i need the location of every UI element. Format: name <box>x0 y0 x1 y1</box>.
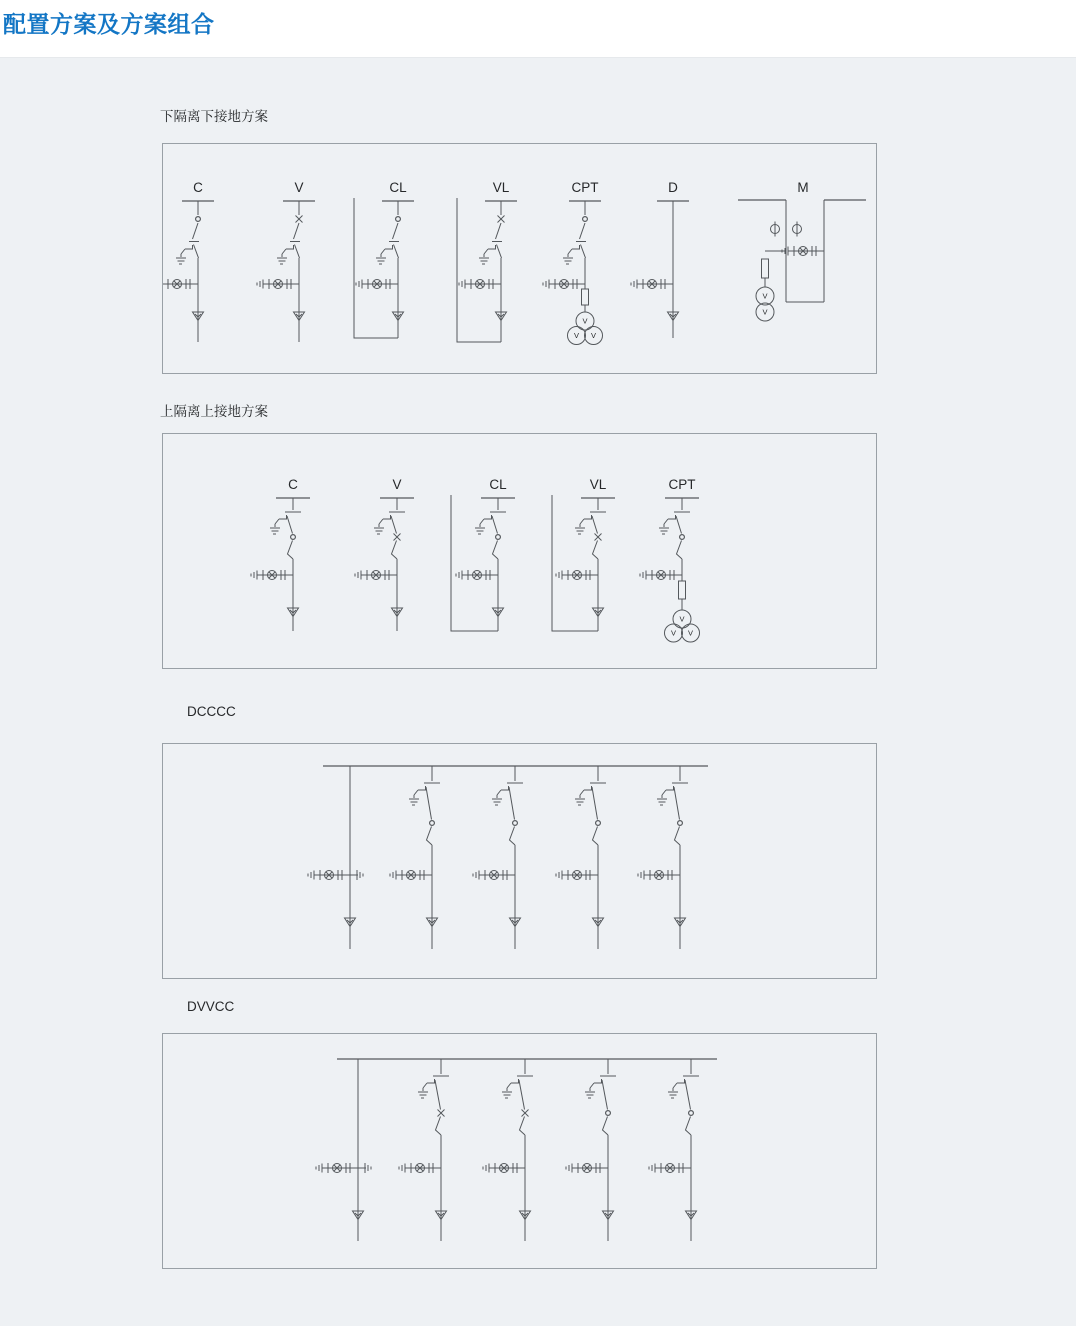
svg-text:D: D <box>668 180 678 195</box>
feeder-CPT <box>640 477 700 642</box>
scheme-diagram-dcccc <box>163 744 876 978</box>
svg-text:V: V <box>762 291 768 301</box>
feeder-M <box>738 180 866 321</box>
feeder-switch <box>399 1059 449 1241</box>
svg-text:C: C <box>288 477 298 492</box>
svg-text:V: V <box>582 316 588 326</box>
scheme-box-dcccc <box>162 743 877 979</box>
svg-text:CL: CL <box>389 180 407 195</box>
svg-text:V: V <box>687 628 694 638</box>
feeder-switch <box>483 1059 533 1241</box>
feeder-VL <box>552 477 615 631</box>
feeder-switch <box>473 766 523 949</box>
svg-text:C: C <box>193 180 203 195</box>
feeder-C <box>163 180 214 342</box>
svg-text:CPT: CPT <box>571 180 599 195</box>
section-label-upper-scheme: 上隔离上接地方案 <box>160 404 268 419</box>
svg-text:VL: VL <box>589 477 607 492</box>
section-label-lower-scheme: 下隔离下接地方案 <box>160 109 268 124</box>
feeder-CL <box>451 477 515 631</box>
page-title: 配置方案及方案组合 <box>3 11 215 37</box>
svg-text:V: V <box>392 477 402 492</box>
scheme-diagram-dvvcc <box>163 1034 876 1268</box>
feeder-switch <box>390 766 440 949</box>
scheme-diagram-lower <box>163 144 876 373</box>
feeder-direct <box>316 1059 371 1241</box>
svg-text:VL: VL <box>492 180 510 195</box>
section-label-dcccc: DCCCC <box>187 704 236 719</box>
section-label-dvvcc: DVVCC <box>187 999 235 1014</box>
svg-text:V: V <box>573 331 580 341</box>
svg-text:V: V <box>762 307 768 317</box>
feeder-direct <box>308 766 363 949</box>
svg-text:CPT: CPT <box>668 477 696 492</box>
scheme-box-dvvcc <box>162 1033 877 1269</box>
content-panel <box>0 57 1076 1326</box>
svg-text:CL: CL <box>489 477 507 492</box>
feeder-C <box>251 477 310 631</box>
feeder-CL <box>354 180 414 338</box>
feeder-switch <box>649 1059 699 1241</box>
svg-text:V: V <box>294 180 304 195</box>
scheme-box-upper <box>162 433 877 669</box>
svg-text:V: V <box>679 614 685 624</box>
feeder-switch <box>638 766 688 949</box>
feeder-CPT <box>543 180 603 345</box>
scheme-diagram-upper <box>163 434 876 668</box>
feeder-VL <box>457 180 517 342</box>
feeder-V <box>257 180 315 342</box>
feeder-switch <box>556 766 606 949</box>
scheme-box-lower <box>162 143 877 374</box>
svg-text:V: V <box>670 628 677 638</box>
feeder-V <box>355 477 414 631</box>
svg-text:M: M <box>797 180 809 195</box>
feeder-switch <box>566 1059 616 1241</box>
svg-text:V: V <box>590 331 597 341</box>
feeder-D <box>631 180 689 338</box>
